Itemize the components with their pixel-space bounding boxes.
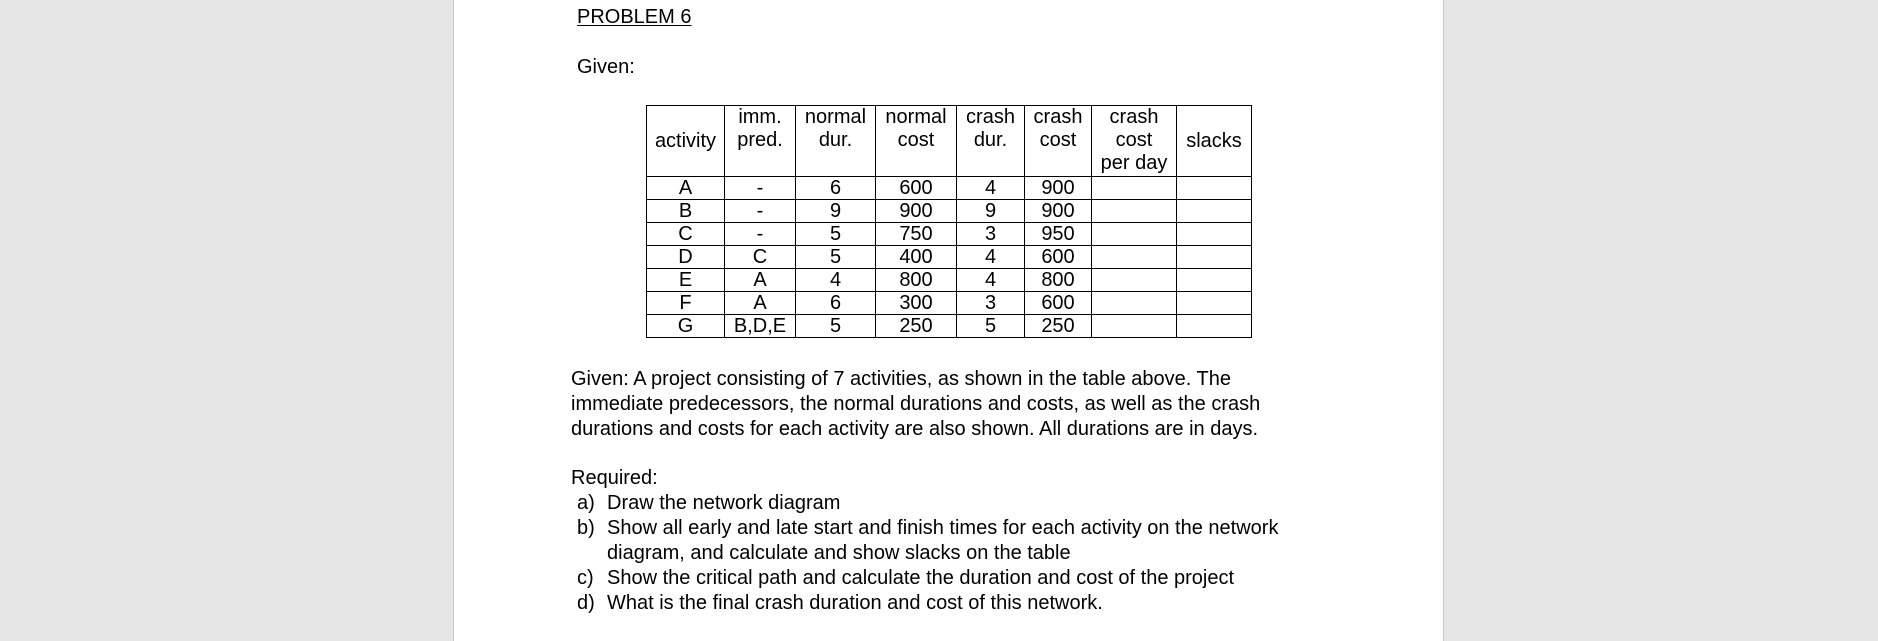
list-marker: b) (577, 517, 595, 539)
cell-imm-pred: - (725, 223, 796, 246)
cell-activity: E (647, 269, 725, 292)
list-item (577, 491, 1317, 516)
cell-normal-dur: 4 (796, 269, 876, 292)
list-item-text: What is the final crash duration and cost of this network. (607, 592, 1103, 614)
cell-crash-cost: 900 (1025, 200, 1092, 223)
list-item-text: Show all early and late start and finish times for each activity on the network diagram, and calculate and show slacks on the table (607, 517, 1279, 564)
cell-normal-dur: 5 (796, 223, 876, 246)
list-item-text: Draw the network diagram (607, 492, 841, 514)
cell-crash-cost-per-day (1092, 292, 1177, 315)
cell-crash-dur: 3 (957, 292, 1025, 315)
cell-imm-pred: A (725, 269, 796, 292)
header-activity: activity (647, 106, 725, 177)
list-item-text: Show the critical path and calculate the duration and cost of the project (607, 567, 1235, 589)
cell-normal-cost: 900 (876, 200, 957, 223)
cell-crash-cost-per-day (1092, 200, 1177, 223)
cell-activity: B (647, 200, 725, 223)
cell-imm-pred: C (725, 246, 796, 269)
cell-activity: F (647, 292, 725, 315)
cell-normal-cost: 750 (876, 223, 957, 246)
table-row (647, 292, 1252, 315)
list-item (577, 516, 1317, 566)
cell-crash-cost: 950 (1025, 223, 1092, 246)
cell-imm-pred: - (725, 200, 796, 223)
header-slacks: slacks (1177, 106, 1252, 177)
document-page (453, 0, 1444, 641)
cell-crash-dur: 9 (957, 200, 1025, 223)
cell-normal-cost: 800 (876, 269, 957, 292)
cell-crash-cost: 900 (1025, 177, 1092, 200)
cell-imm-pred: - (725, 177, 796, 200)
cell-crash-dur: 4 (957, 177, 1025, 200)
cell-crash-cost-per-day (1092, 223, 1177, 246)
list-marker: a) (577, 492, 595, 514)
cell-normal-dur: 9 (796, 200, 876, 223)
cell-activity: G (647, 315, 725, 338)
list-marker: c) (577, 567, 594, 589)
header-normal-cost: normal cost (876, 106, 957, 177)
cell-slacks (1177, 200, 1252, 223)
cell-normal-cost: 300 (876, 292, 957, 315)
cell-imm-pred: A (725, 292, 796, 315)
cell-crash-cost-per-day (1092, 269, 1177, 292)
cell-crash-cost: 600 (1025, 292, 1092, 315)
table-row (647, 246, 1252, 269)
list-item (577, 591, 1317, 616)
given-label: Given: (577, 56, 635, 78)
header-crash-cost: crash cost (1025, 106, 1092, 177)
cell-slacks (1177, 223, 1252, 246)
list-item (577, 566, 1317, 591)
cell-normal-dur: 5 (796, 246, 876, 269)
cell-slacks (1177, 246, 1252, 269)
table-row (647, 200, 1252, 223)
cell-normal-cost: 600 (876, 177, 957, 200)
cell-crash-dur: 4 (957, 269, 1025, 292)
cell-normal-cost: 400 (876, 246, 957, 269)
activity-table (646, 105, 1252, 338)
cell-slacks (1177, 292, 1252, 315)
cell-normal-cost: 250 (876, 315, 957, 338)
cell-slacks (1177, 315, 1252, 338)
required-label: Required: (571, 467, 658, 489)
requirements-list (577, 491, 1317, 616)
cell-crash-cost-per-day (1092, 246, 1177, 269)
cell-activity: C (647, 223, 725, 246)
cell-normal-dur: 5 (796, 315, 876, 338)
header-normal-dur: normal dur. (796, 106, 876, 177)
cell-imm-pred: B,D,E (725, 315, 796, 338)
cell-normal-dur: 6 (796, 177, 876, 200)
cell-normal-dur: 6 (796, 292, 876, 315)
cell-crash-cost-per-day (1092, 177, 1177, 200)
table-row (647, 315, 1252, 338)
cell-activity: D (647, 246, 725, 269)
table-row (647, 177, 1252, 200)
list-marker: d) (577, 592, 595, 614)
cell-crash-cost: 600 (1025, 246, 1092, 269)
cell-slacks (1177, 177, 1252, 200)
cell-crash-cost-per-day (1092, 315, 1177, 338)
header-imm-pred: imm. pred. (725, 106, 796, 177)
table-row (647, 223, 1252, 246)
cell-slacks (1177, 269, 1252, 292)
cell-crash-dur: 4 (957, 246, 1025, 269)
cell-crash-dur: 5 (957, 315, 1025, 338)
cell-activity: A (647, 177, 725, 200)
cell-crash-cost: 250 (1025, 315, 1092, 338)
cell-crash-cost: 800 (1025, 269, 1092, 292)
header-crash-dur: crash dur. (957, 106, 1025, 177)
problem-heading: PROBLEM 6 (577, 6, 692, 28)
cell-crash-dur: 3 (957, 223, 1025, 246)
table-row (647, 269, 1252, 292)
table-header-row (647, 106, 1252, 177)
project-description: Given: A project consisting of 7 activities, as shown in the table above. The immediate predecessors, the normal durations and costs, as well as the crash durations and costs for each activity are also shown. All durations are in days. (571, 368, 1261, 440)
header-crash-cost-per-day: crash cost per day (1092, 106, 1177, 177)
